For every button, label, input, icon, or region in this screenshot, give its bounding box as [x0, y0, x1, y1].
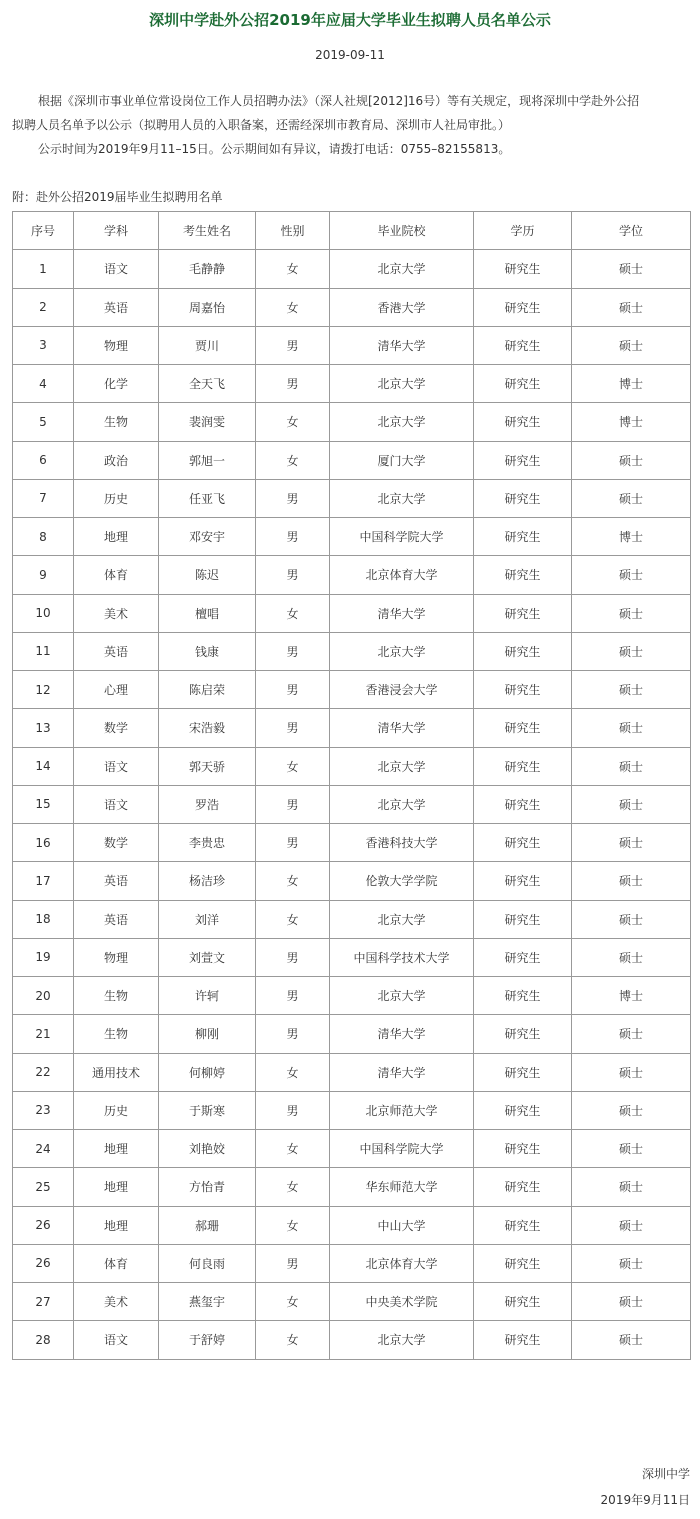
cell-subject: 生物	[74, 1015, 159, 1053]
cell-subject: 生物	[74, 403, 159, 441]
cell-school: 北京大学	[330, 1321, 474, 1359]
cell-index: 10	[13, 594, 74, 632]
cell-education: 研究生	[474, 403, 572, 441]
cell-name: 郝珊	[159, 1206, 256, 1244]
cell-index: 21	[13, 1015, 74, 1053]
cell-name: 于斯寒	[159, 1091, 256, 1129]
cell-degree: 硕士	[572, 1283, 691, 1321]
cell-education: 研究生	[474, 938, 572, 976]
cell-index: 8	[13, 518, 74, 556]
table-row	[13, 1244, 691, 1282]
cell-school: 北京大学	[330, 747, 474, 785]
cell-education: 研究生	[474, 824, 572, 862]
cell-index: 25	[13, 1168, 74, 1206]
cell-gender: 男	[256, 938, 330, 976]
cell-index: 9	[13, 556, 74, 594]
cell-gender: 女	[256, 747, 330, 785]
cell-index: 12	[13, 671, 74, 709]
cell-name: 檀唱	[159, 594, 256, 632]
cell-index: 13	[13, 709, 74, 747]
cell-degree: 硕士	[572, 441, 691, 479]
cell-name: 钱康	[159, 632, 256, 670]
cell-education: 研究生	[474, 1091, 572, 1129]
cell-school: 香港大学	[330, 288, 474, 326]
cell-subject: 美术	[74, 1283, 159, 1321]
cell-school: 北京大学	[330, 403, 474, 441]
cell-school: 清华大学	[330, 709, 474, 747]
publish-date: 2019-09-11	[315, 48, 385, 62]
cell-index: 11	[13, 632, 74, 670]
cell-subject: 美术	[74, 594, 159, 632]
cell-education: 研究生	[474, 556, 572, 594]
notice-period-paragraph: 公示时间为2019年9月11–15日。公示期间如有异议，请拨打电话：0755–82155813。	[38, 142, 511, 156]
table-row	[13, 441, 691, 479]
cell-name: 刘艳姣	[159, 1130, 256, 1168]
table-row	[13, 632, 691, 670]
cell-degree: 硕士	[572, 900, 691, 938]
cell-name: 毛静静	[159, 250, 256, 288]
cell-degree: 硕士	[572, 1321, 691, 1359]
cell-degree: 硕士	[572, 862, 691, 900]
cell-degree: 硕士	[572, 1244, 691, 1282]
cell-name: 裴润雯	[159, 403, 256, 441]
footer-organization: 深圳中学	[641, 1467, 690, 1481]
cell-subject: 语文	[74, 785, 159, 823]
cell-index: 3	[13, 326, 74, 364]
table-header-row	[13, 212, 691, 250]
cell-degree: 硕士	[572, 1091, 691, 1129]
cell-subject: 生物	[74, 977, 159, 1015]
cell-subject: 体育	[74, 556, 159, 594]
cell-name: 全天飞	[159, 365, 256, 403]
intro-paragraph	[12, 89, 688, 137]
table-row	[13, 1206, 691, 1244]
cell-subject: 地理	[74, 1130, 159, 1168]
cell-degree: 硕士	[572, 556, 691, 594]
cell-gender: 女	[256, 1321, 330, 1359]
cell-degree: 硕士	[572, 1015, 691, 1053]
cell-subject: 语文	[74, 1321, 159, 1359]
cell-name: 何良雨	[159, 1244, 256, 1282]
cell-gender: 男	[256, 556, 330, 594]
page-title: 深圳中学赴外公招2019年应届大学毕业生拟聘人员名单公示	[149, 11, 551, 29]
cell-name: 刘洋	[159, 900, 256, 938]
cell-education: 研究生	[474, 365, 572, 403]
cell-subject: 体育	[74, 1244, 159, 1282]
table-row	[13, 1015, 691, 1053]
cell-degree: 硕士	[572, 326, 691, 364]
cell-education: 研究生	[474, 441, 572, 479]
cell-education: 研究生	[474, 747, 572, 785]
cell-school: 北京大学	[330, 250, 474, 288]
cell-education: 研究生	[474, 1321, 572, 1359]
cell-subject: 物理	[74, 938, 159, 976]
table-row	[13, 977, 691, 1015]
cell-school: 北京大学	[330, 632, 474, 670]
table-row	[13, 900, 691, 938]
cell-subject: 政治	[74, 441, 159, 479]
cell-name: 任亚飞	[159, 479, 256, 517]
cell-subject: 物理	[74, 326, 159, 364]
cell-name: 柳刚	[159, 1015, 256, 1053]
cell-education: 研究生	[474, 900, 572, 938]
table-row	[13, 326, 691, 364]
header-cell: 学科	[74, 212, 159, 250]
cell-school: 中国科学技术大学	[330, 938, 474, 976]
cell-index: 1	[13, 250, 74, 288]
cell-subject: 语文	[74, 250, 159, 288]
cell-gender: 男	[256, 632, 330, 670]
cell-index: 20	[13, 977, 74, 1015]
table-row	[13, 1283, 691, 1321]
candidate-table	[12, 211, 691, 1360]
cell-gender: 女	[256, 1130, 330, 1168]
cell-education: 研究生	[474, 1015, 572, 1053]
cell-degree: 硕士	[572, 594, 691, 632]
cell-degree: 硕士	[572, 671, 691, 709]
cell-degree: 硕士	[572, 288, 691, 326]
table-row	[13, 556, 691, 594]
cell-gender: 男	[256, 824, 330, 862]
table-row	[13, 1168, 691, 1206]
cell-subject: 化学	[74, 365, 159, 403]
cell-index: 28	[13, 1321, 74, 1359]
cell-subject: 英语	[74, 288, 159, 326]
cell-education: 研究生	[474, 326, 572, 364]
cell-index: 14	[13, 747, 74, 785]
table-row	[13, 1053, 691, 1091]
table-row	[13, 1321, 691, 1359]
cell-gender: 女	[256, 594, 330, 632]
cell-education: 研究生	[474, 632, 572, 670]
cell-index: 6	[13, 441, 74, 479]
cell-subject: 英语	[74, 900, 159, 938]
cell-education: 研究生	[474, 671, 572, 709]
cell-name: 何柳婷	[159, 1053, 256, 1091]
cell-education: 研究生	[474, 1244, 572, 1282]
cell-gender: 男	[256, 518, 330, 556]
cell-index: 7	[13, 479, 74, 517]
cell-degree: 硕士	[572, 938, 691, 976]
cell-subject: 通用技术	[74, 1053, 159, 1091]
header-cell: 考生姓名	[159, 212, 256, 250]
cell-degree: 博士	[572, 518, 691, 556]
cell-school: 清华大学	[330, 326, 474, 364]
cell-name: 方怡青	[159, 1168, 256, 1206]
cell-education: 研究生	[474, 1168, 572, 1206]
cell-school: 北京大学	[330, 479, 474, 517]
cell-degree: 硕士	[572, 479, 691, 517]
cell-index: 23	[13, 1091, 74, 1129]
cell-gender: 男	[256, 326, 330, 364]
cell-gender: 男	[256, 785, 330, 823]
cell-school: 中山大学	[330, 1206, 474, 1244]
cell-name: 罗浩	[159, 785, 256, 823]
cell-school: 北京大学	[330, 785, 474, 823]
cell-subject: 历史	[74, 479, 159, 517]
cell-degree: 硕士	[572, 1053, 691, 1091]
cell-gender: 男	[256, 479, 330, 517]
cell-education: 研究生	[474, 785, 572, 823]
cell-school: 清华大学	[330, 1015, 474, 1053]
table-row	[13, 1130, 691, 1168]
cell-gender: 男	[256, 365, 330, 403]
cell-degree: 博士	[572, 365, 691, 403]
cell-school: 中国科学院大学	[330, 518, 474, 556]
cell-name: 贾川	[159, 326, 256, 364]
table-row	[13, 671, 691, 709]
cell-gender: 男	[256, 709, 330, 747]
cell-school: 北京体育大学	[330, 556, 474, 594]
cell-gender: 女	[256, 862, 330, 900]
cell-name: 李贵忠	[159, 824, 256, 862]
header-cell: 性别	[256, 212, 330, 250]
cell-index: 15	[13, 785, 74, 823]
cell-gender: 女	[256, 1053, 330, 1091]
table-row	[13, 403, 691, 441]
cell-index: 4	[13, 365, 74, 403]
cell-school: 香港科技大学	[330, 824, 474, 862]
cell-gender: 女	[256, 1168, 330, 1206]
cell-school: 北京体育大学	[330, 1244, 474, 1282]
cell-education: 研究生	[474, 479, 572, 517]
cell-index: 2	[13, 288, 74, 326]
cell-gender: 女	[256, 441, 330, 479]
header-cell: 序号	[13, 212, 74, 250]
cell-index: 26	[13, 1244, 74, 1282]
cell-school: 北京师范大学	[330, 1091, 474, 1129]
intro-line-2: 拟聘人员名单予以公示（拟聘用人员的入职备案，还需经深圳市教育局、深圳市人社局审批。）	[12, 118, 511, 132]
cell-gender: 男	[256, 977, 330, 1015]
cell-school: 伦敦大学学院	[330, 862, 474, 900]
cell-index: 19	[13, 938, 74, 976]
cell-school: 北京大学	[330, 977, 474, 1015]
cell-school: 华东师范大学	[330, 1168, 474, 1206]
cell-education: 研究生	[474, 594, 572, 632]
cell-index: 18	[13, 900, 74, 938]
table-row	[13, 862, 691, 900]
cell-subject: 英语	[74, 862, 159, 900]
table-body	[13, 250, 691, 1359]
table-row	[13, 785, 691, 823]
cell-education: 研究生	[474, 1206, 572, 1244]
cell-name: 郭天骄	[159, 747, 256, 785]
table-row	[13, 479, 691, 517]
cell-subject: 地理	[74, 518, 159, 556]
footer-date: 2019年9月11日	[600, 1493, 690, 1507]
table-row	[13, 288, 691, 326]
cell-subject: 语文	[74, 747, 159, 785]
table-row	[13, 709, 691, 747]
cell-subject: 数学	[74, 824, 159, 862]
cell-gender: 女	[256, 288, 330, 326]
cell-degree: 硕士	[572, 747, 691, 785]
cell-degree: 硕士	[572, 1206, 691, 1244]
cell-index: 5	[13, 403, 74, 441]
cell-degree: 硕士	[572, 785, 691, 823]
cell-degree: 硕士	[572, 1168, 691, 1206]
cell-education: 研究生	[474, 1130, 572, 1168]
table-row	[13, 365, 691, 403]
cell-name: 邓安宇	[159, 518, 256, 556]
cell-degree: 硕士	[572, 1130, 691, 1168]
cell-education: 研究生	[474, 1053, 572, 1091]
cell-index: 17	[13, 862, 74, 900]
cell-education: 研究生	[474, 1283, 572, 1321]
cell-education: 研究生	[474, 518, 572, 556]
table-row	[13, 938, 691, 976]
cell-degree: 博士	[572, 403, 691, 441]
cell-school: 清华大学	[330, 1053, 474, 1091]
header-cell: 学位	[572, 212, 691, 250]
cell-subject: 数学	[74, 709, 159, 747]
cell-subject: 历史	[74, 1091, 159, 1129]
cell-education: 研究生	[474, 977, 572, 1015]
cell-school: 清华大学	[330, 594, 474, 632]
cell-subject: 心理	[74, 671, 159, 709]
intro-line-1: 根据《深圳市事业单位常设岗位工作人员招聘办法》（深人社规[2012]16号）等有关规定，现将深圳中学赴外公招	[38, 94, 640, 108]
cell-school: 北京大学	[330, 900, 474, 938]
cell-index: 24	[13, 1130, 74, 1168]
cell-education: 研究生	[474, 709, 572, 747]
cell-gender: 女	[256, 1206, 330, 1244]
table-row	[13, 1091, 691, 1129]
cell-education: 研究生	[474, 250, 572, 288]
cell-school: 香港浸会大学	[330, 671, 474, 709]
cell-gender: 男	[256, 1015, 330, 1053]
cell-name: 杨洁珍	[159, 862, 256, 900]
header-cell: 毕业院校	[330, 212, 474, 250]
cell-school: 中国科学院大学	[330, 1130, 474, 1168]
table-row	[13, 747, 691, 785]
cell-index: 16	[13, 824, 74, 862]
cell-index: 26	[13, 1206, 74, 1244]
cell-degree: 硕士	[572, 250, 691, 288]
table-row	[13, 518, 691, 556]
table-row	[13, 594, 691, 632]
cell-gender: 女	[256, 1283, 330, 1321]
cell-gender: 女	[256, 900, 330, 938]
cell-name: 宋浩毅	[159, 709, 256, 747]
cell-gender: 男	[256, 1091, 330, 1129]
cell-index: 22	[13, 1053, 74, 1091]
cell-degree: 硕士	[572, 632, 691, 670]
cell-gender: 男	[256, 1244, 330, 1282]
cell-name: 陈启荣	[159, 671, 256, 709]
cell-name: 燕玺宇	[159, 1283, 256, 1321]
cell-subject: 地理	[74, 1206, 159, 1244]
cell-gender: 女	[256, 250, 330, 288]
cell-subject: 地理	[74, 1168, 159, 1206]
cell-gender: 男	[256, 671, 330, 709]
cell-degree: 硕士	[572, 709, 691, 747]
cell-name: 陈迟	[159, 556, 256, 594]
cell-index: 27	[13, 1283, 74, 1321]
table-row	[13, 250, 691, 288]
cell-school: 中央美术学院	[330, 1283, 474, 1321]
cell-name: 周嘉怡	[159, 288, 256, 326]
cell-name: 刘萱文	[159, 938, 256, 976]
cell-school: 厦门大学	[330, 441, 474, 479]
cell-name: 于舒婷	[159, 1321, 256, 1359]
cell-school: 北京大学	[330, 365, 474, 403]
cell-education: 研究生	[474, 288, 572, 326]
cell-education: 研究生	[474, 862, 572, 900]
cell-degree: 硕士	[572, 824, 691, 862]
attachment-label: 附：赴外公招2019届毕业生拟聘用名单	[12, 190, 223, 204]
cell-name: 郭旭一	[159, 441, 256, 479]
cell-gender: 女	[256, 403, 330, 441]
table-row	[13, 824, 691, 862]
cell-degree: 博士	[572, 977, 691, 1015]
header-cell: 学历	[474, 212, 572, 250]
cell-subject: 英语	[74, 632, 159, 670]
cell-name: 许轲	[159, 977, 256, 1015]
